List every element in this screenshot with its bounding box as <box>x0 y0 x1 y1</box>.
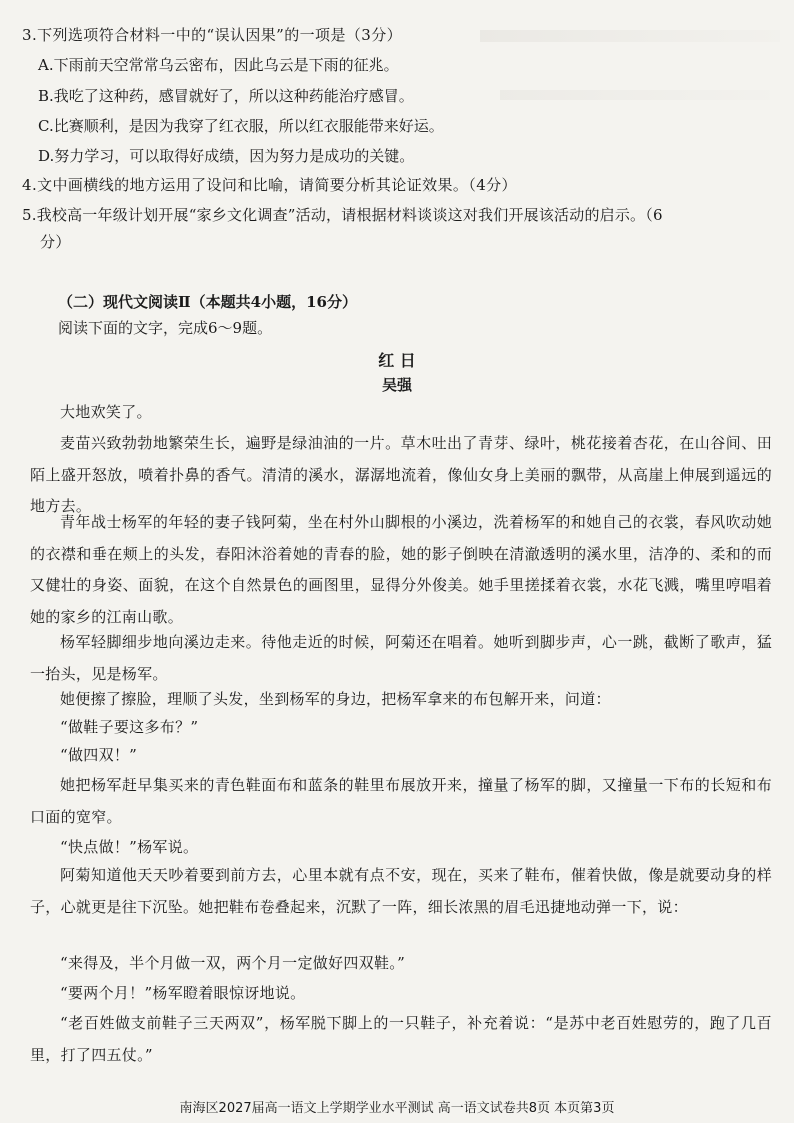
story-paragraph: “快点做！”杨军说。 <box>60 838 199 856</box>
story-paragraph: “老百姓做支前鞋子三天两双”，杨军脱下脚上的一只鞋子，补充着说：“是苏中老百姓慰劳的，跑了几百里，打了四五仗。” <box>30 1014 772 1064</box>
bleed-through-shadow <box>480 30 780 42</box>
question-5-cont: 分） <box>40 233 71 251</box>
story-paragraph: 杨军轻脚细步地向溪边走来。待他走近的时候，阿菊还在唱着。她听到脚步声，心一跳，截断了歌声，猛一抬头，见是杨军。 <box>30 633 772 683</box>
story-paragraph: 阿菊知道他天天吵着要到前方去，心里本就有点不安，现在，买来了鞋布，催着快做，像是就要动身的样子，心就更是往下沉坠。她把鞋布卷叠起来，沉默了一阵，细长浓黑的眉毛迅捷地动弹一下，说： <box>30 866 772 916</box>
story-paragraph: 青年战士杨军的年轻的妻子钱阿菊，坐在村外山脚根的小溪边，洗着杨军的和她自己的衣裳，春风吹动她的衣襟和垂在颊上的头发，春阳沐浴着她的青春的脸，她的影子倒映在清澈透明的溪水里，洁净的、柔和的而又健壮的身姿、面貌，在这个自然景色的画图里，显得分外俊美。她手里搓揉着衣裳，水花飞溅，嘴里哼唱着她的家乡的江南山歌。 <box>30 513 772 626</box>
story-paragraph: 大地欢笑了。 <box>60 403 152 421</box>
bleed-through-shadow <box>500 90 770 100</box>
question-3: 3.下列选项符合材料一中的“误认因果”的一项是（3分） <box>22 26 402 44</box>
question-5: 5.我校高一年级计划开展“家乡文化调查”活动，请根据材料谈谈这对我们开展该活动的启示。（6 <box>22 206 663 224</box>
section-heading: （二）现代文阅读Ⅱ（本题共4小题，16分） <box>58 293 357 311</box>
section-instruction: 阅读下面的文字，完成6～9题。 <box>58 319 273 337</box>
story-paragraph: “要两个月！”杨军瞪着眼惊讶地说。 <box>60 984 306 1002</box>
story-paragraph: 她便擦了擦脸，理顺了头发，坐到杨军的身边，把杨军拿来的布包解开来，问道： <box>60 690 611 708</box>
story-paragraph: “做四双！” <box>60 746 138 764</box>
story-title: 红 日 <box>378 351 416 370</box>
story-paragraph: 麦苗兴致勃勃地繁荣生长，遍野是绿油油的一片。草木吐出了青芽、绿叶，桃花接着杏花，在山谷间、田陌上盛开怒放，喷着扑鼻的香气。清清的溪水，潺潺地流着，像仙女身上美丽的飘带，从高崖上伸展到遥远的地方去。 <box>30 434 772 515</box>
story-paragraph: “来得及，半个月做一双，两个月一定做好四双鞋。” <box>60 954 406 972</box>
story-author: 吴强 <box>381 376 412 394</box>
story-paragraph: 她把杨军赶早集买来的青色鞋面布和蓝条的鞋里布展放开来，撞量了杨军的脚，又撞量一下布的长短和布口面的宽窄。 <box>30 776 772 826</box>
q3-option-a: A.下雨前天空常常乌云密布，因此乌云是下雨的征兆。 <box>38 56 399 74</box>
question-4: 4.文中画横线的地方运用了设问和比喻，请简要分析其论证效果。（4分） <box>22 176 517 194</box>
q3-option-d: D.努力学习，可以取得好成绩，因为努力是成功的关键。 <box>38 147 415 165</box>
page-footer: 南海区2027届高一语文上学期学业水平测试 高一语文试卷共8页 本页第3页 <box>179 1101 615 1116</box>
story-paragraph: “做鞋子要这多布？” <box>60 718 199 736</box>
q3-option-b: B.我吃了这种药，感冒就好了，所以这种药能治疗感冒。 <box>38 87 414 105</box>
q3-option-c: C.比赛顺利，是因为我穿了红衣服，所以红衣服能带来好运。 <box>38 117 444 135</box>
